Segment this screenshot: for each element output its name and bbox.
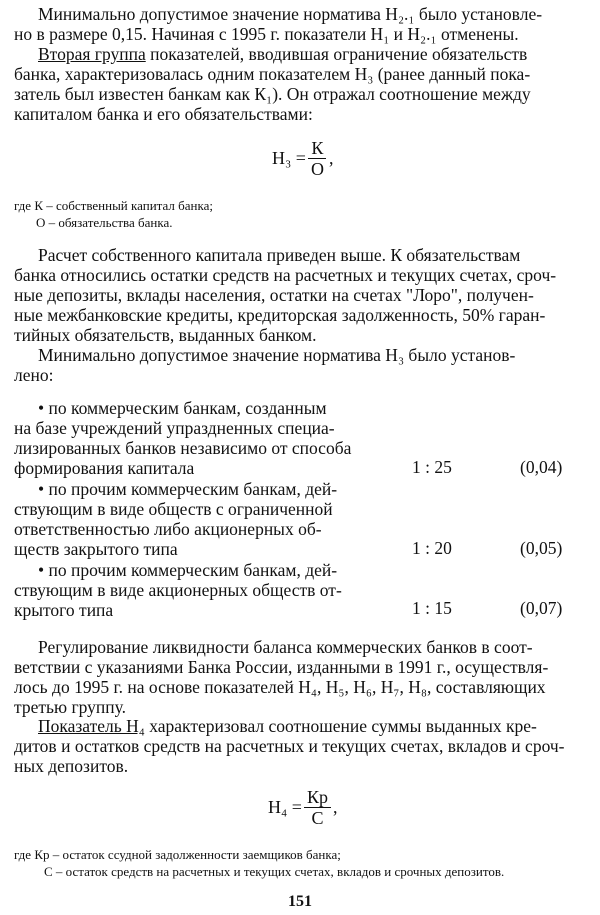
formula-fraction — [304, 787, 331, 828]
formula-lhs: Н₃ = — [272, 148, 306, 168]
text-line: формирования капитала — [14, 458, 195, 478]
text-line: банка, характеризовалась одним показателем Н₃ (ранее данный пока- — [14, 64, 531, 84]
paragraph-h3-min — [14, 345, 590, 385]
text-line: • по прочим коммерческим банкам, дей- — [38, 479, 338, 499]
text-line: ответственностью либо акционерных об- — [14, 519, 322, 539]
paragraph-h21-norm — [14, 4, 590, 44]
formula-h3-legend — [14, 197, 590, 231]
text-line: Расчет собственного капитала приведен выше. К обязательствам — [38, 245, 521, 265]
text-line: ствующим в виде обществ с ограниченной — [14, 499, 333, 519]
text-line: третью группу. — [14, 697, 127, 717]
formula-tail: , — [332, 797, 338, 817]
coefficient-value: (0,04) — [520, 457, 563, 477]
formula-denominator: С — [311, 808, 324, 828]
text-line: дитов и остатков средств на расчетных и текущих счетах, вкладов и сроч- — [14, 736, 565, 756]
text-line: Минимально допустимое значение норматива Н₃ было установ- — [38, 345, 516, 365]
ratio-value: 1 : 15 — [412, 598, 452, 618]
text-line: Регулирование ликвидности баланса коммерческих банков в соот- — [38, 637, 533, 657]
formula-h4-legend — [14, 846, 590, 880]
text-line: ствующим в виде акционерных обществ от- — [14, 580, 342, 600]
text-line: крытого типа — [14, 600, 114, 620]
underlined-term: Показатель Н₄ — [38, 716, 145, 736]
page-number: 151 — [288, 893, 312, 910]
text-span: характеризовал соотношение суммы выданных кре- — [144, 716, 537, 736]
legend-line: где Кр – остаток ссудной задолженности заемщиков банка; — [14, 847, 341, 862]
ratio-value: 1 : 25 — [412, 457, 452, 477]
text-line: ные межбанковские кредиты, кредиторская задолженность, 50% гаран- — [14, 305, 546, 325]
formula-h4 — [268, 787, 337, 828]
paragraph-own-capital — [14, 245, 590, 345]
text-line: капиталом банка и его обязательствами: — [14, 104, 313, 124]
paragraph-h4 — [14, 716, 590, 776]
text-line: затель был известен банкам как К₁). Он отражал соотношение между — [14, 84, 531, 104]
formula-h3 — [272, 138, 333, 179]
text-line: ных депозитов. — [14, 756, 129, 776]
text-line: на базе учреждений упраздненных специа- — [14, 418, 335, 438]
text-line: банка относились остатки средств на расчетных и текущих счетах, сроч- — [14, 265, 557, 285]
underlined-term: Вторая группа — [38, 44, 146, 64]
bullet-item — [14, 560, 342, 620]
coefficient-value: (0,05) — [520, 538, 563, 558]
text-line: ществ закрытого типа — [14, 539, 178, 559]
legend-line: где К – собственный капитал банка; — [14, 198, 213, 213]
paragraph-second-group — [14, 44, 590, 124]
legend-line: С – остаток средств на расчетных и текущих счетах, вкладов и срочных депозитов. — [44, 864, 505, 879]
formula-numerator: К — [308, 138, 326, 159]
coefficient-value: (0,07) — [520, 598, 563, 618]
formula-tail: , — [328, 148, 334, 168]
text-line: тийных обязательств, выданных банком. — [14, 325, 317, 345]
text-line: но в размере 0,15. Начиная с 1995 г. показатели Н₁ и Н₂.₁ отменены. — [14, 24, 519, 44]
text-line: Минимально допустимое значение норматива Н₂.₁ было установле- — [38, 4, 543, 24]
text-line: лизированных банков независимо от способа — [14, 438, 352, 458]
text-line — [14, 716, 590, 736]
formula-lhs: Н₄ = — [268, 797, 302, 817]
text-line: лось до 1995 г. на основе показателей Н₄, Н₅, Н₆, Н₇, Н₈, составляющих — [14, 677, 546, 697]
text-line: • по коммерческим банкам, созданным — [38, 398, 327, 418]
text-line: лено: — [14, 365, 54, 385]
formula-numerator: Кр — [304, 787, 331, 808]
formula-denominator: О — [310, 159, 324, 179]
ratio-value: 1 : 20 — [412, 538, 452, 558]
bullet-item — [14, 479, 337, 559]
text-line: ные депозиты, вклады населения, остатки на счетах "Лоро", получен- — [14, 285, 534, 305]
text-line: ветствии с указаниями Банка России, изданными в 1991 г., осуществля- — [14, 657, 549, 677]
legend-line: О – обязательства банка. — [36, 215, 173, 230]
text-span: показателей, вводившая ограничение обязательств — [145, 44, 528, 64]
formula-fraction — [308, 138, 327, 179]
bullet-item — [14, 398, 351, 478]
text-line — [14, 44, 590, 64]
paragraph-liquidity — [14, 637, 590, 717]
text-line: • по прочим коммерческим банкам, дей- — [38, 560, 338, 580]
